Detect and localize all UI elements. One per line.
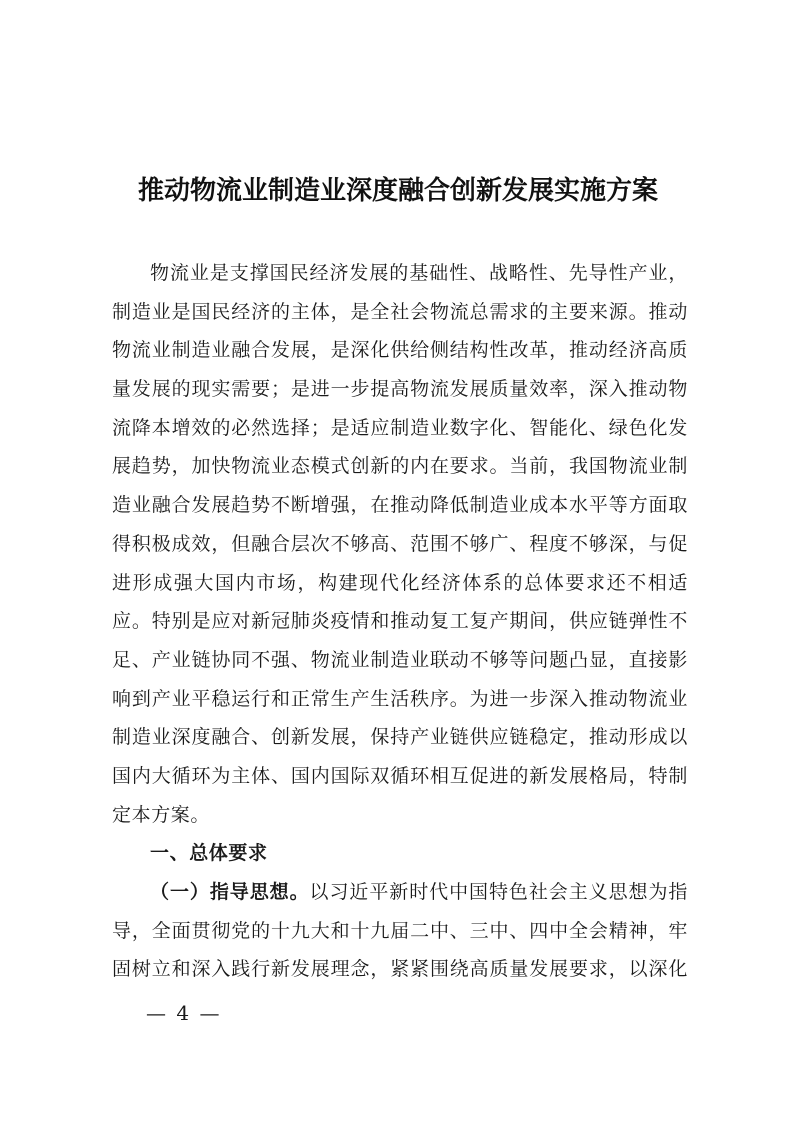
paragraph-line: 流降本增效的必然选择；是适应制造业数字化、智能化、绿色化发 bbox=[112, 416, 688, 439]
paragraph-line: 制造业深度融合、创新发展，保持产业链供应链稳定，推动形成以 bbox=[112, 726, 688, 749]
paragraph-line bbox=[112, 873, 688, 912]
document-body bbox=[112, 254, 688, 989]
paragraph-line: 定本方案。 bbox=[112, 803, 211, 826]
paragraph-line: 足、产业链协同不强、物流业制造业联动不够等问题凸显，直接影 bbox=[112, 648, 688, 671]
paragraph-line: 进形成强大国内市场，构建现代化经济体系的总体要求还不相适 bbox=[112, 571, 688, 594]
subsection-paragraph bbox=[112, 873, 688, 989]
paragraph-line: 展趋势，加快物流业态模式创新的内在要求。当前，我国物流业制 bbox=[112, 455, 688, 478]
paragraph-line: 量发展的现实需要；是进一步提高物流发展质量效率，深入推动物 bbox=[112, 378, 688, 401]
paragraph-line: 造业融合发展趋势不断增强，在推动降低制造业成本水平等方面取 bbox=[112, 494, 688, 517]
paragraph-line: 导，全面贯彻党的十九大和十九届二中、三中、四中全会精神，牢 bbox=[112, 919, 688, 942]
paragraph-line: 响到产业平稳运行和正常生产生活秩序。为进一步深入推动物流业 bbox=[112, 687, 688, 710]
paragraph-line: 物流业制造业融合发展，是深化供给侧结构性改革，推动经济高质 bbox=[112, 339, 688, 362]
paragraph-line: 应。特别是应对新冠肺炎疫情和推动复工复产期间，供应链弹性不 bbox=[112, 610, 688, 633]
section-heading: 一、总体要求 bbox=[150, 842, 268, 865]
paragraph-line: 得积极成效，但融合层次不够高、范围不够广、程度不够深，与促 bbox=[112, 532, 688, 555]
subsection-label: （一）指导思想。 bbox=[150, 881, 310, 903]
document-title: 推动物流业制造业深度融合创新发展实施方案 bbox=[137, 176, 658, 206]
paragraph-line: 国内大循环为主体、国内国际双循环相互促进的新发展格局，特制 bbox=[112, 764, 688, 787]
paragraph-line: 制造业是国民经济的主体，是全社会物流总需求的主要来源。推动 bbox=[112, 300, 688, 323]
subsection-first-line-text: 以习近平新时代中国特色社会主义思想为指 bbox=[309, 881, 688, 903]
intro-paragraph bbox=[112, 254, 688, 834]
page-number: — 4 — bbox=[146, 1001, 222, 1025]
paragraph-line: 固树立和深入践行新发展理念，紧紧围绕高质量发展要求，以深化 bbox=[112, 958, 688, 981]
paragraph-line: 物流业是支撑国民经济发展的基础性、战略性、先导性产业， bbox=[150, 262, 688, 284]
